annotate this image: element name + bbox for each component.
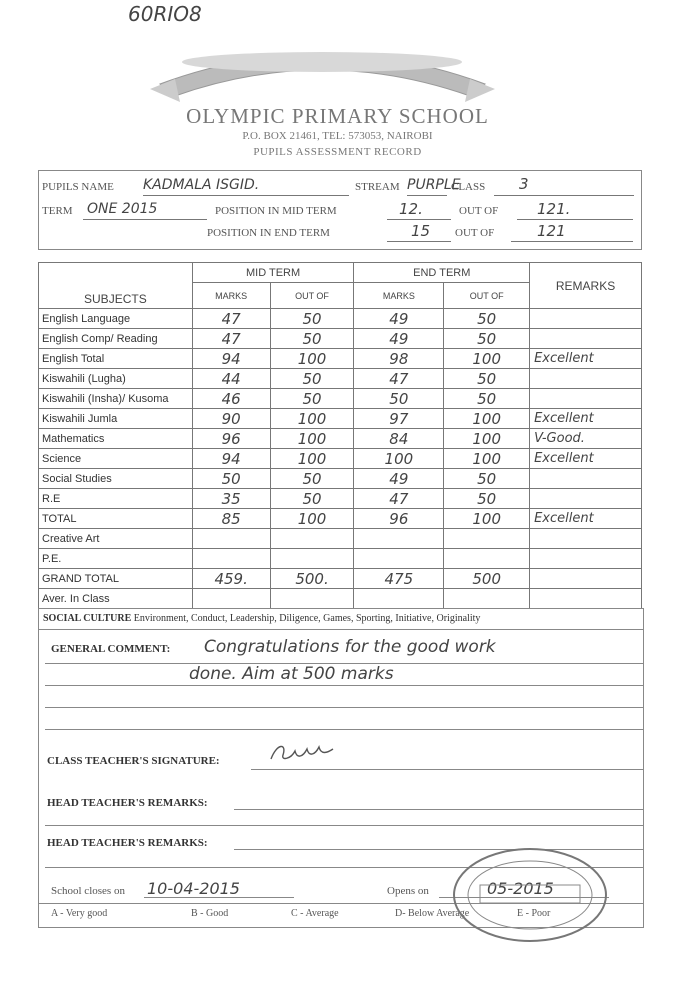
remarks-header: REMARKS bbox=[530, 263, 642, 309]
marks-table bbox=[38, 262, 642, 609]
subject-name: Kiswahili (Insha)/ Kusoma bbox=[39, 389, 193, 409]
general-comment-label: GENERAL COMMENT: bbox=[51, 643, 171, 655]
table-row bbox=[39, 529, 642, 549]
grade-c: C - Average bbox=[291, 908, 339, 919]
end-term-header: END TERM bbox=[354, 263, 530, 283]
mid-marks-cell[interactable]: 47 bbox=[192, 309, 270, 329]
grade-b: B - Good bbox=[191, 908, 229, 919]
end-marks-cell[interactable]: 98 bbox=[354, 349, 444, 369]
school-closes-value[interactable]: 10-04-2015 bbox=[147, 879, 240, 898]
general-comment-line-1[interactable]: Congratulations for the good work bbox=[204, 637, 496, 657]
remark-cell[interactable] bbox=[530, 369, 642, 389]
out-of-mid-label: OUT OF bbox=[459, 205, 499, 217]
end-marks-header: MARKS bbox=[354, 283, 444, 309]
remark-cell[interactable] bbox=[530, 469, 642, 489]
mid-out-of-cell[interactable]: 50 bbox=[270, 469, 354, 489]
mid-out-of-cell[interactable]: 50 bbox=[270, 389, 354, 409]
subject-name: English Language bbox=[39, 309, 193, 329]
mid-marks-cell[interactable]: 94 bbox=[192, 349, 270, 369]
mid-marks-cell[interactable] bbox=[192, 529, 270, 549]
table-row bbox=[39, 329, 642, 349]
end-out-of-cell[interactable]: 50 bbox=[444, 489, 530, 509]
end-marks-cell[interactable]: 50 bbox=[354, 389, 444, 409]
end-out-of-cell[interactable] bbox=[444, 529, 530, 549]
pupil-name-label: PUPILS NAME bbox=[42, 181, 114, 193]
school-crest-banner bbox=[150, 34, 495, 104]
remark-cell[interactable] bbox=[530, 569, 642, 589]
subject-name: Science bbox=[39, 449, 193, 469]
subject-name: English Total bbox=[39, 349, 193, 369]
table-row bbox=[39, 389, 642, 409]
class-value[interactable]: 3 bbox=[519, 175, 529, 193]
end-out-of-header: OUT OF bbox=[444, 283, 530, 309]
remark-cell[interactable]: Excellent bbox=[530, 509, 642, 529]
end-out-of-cell[interactable]: 50 bbox=[444, 329, 530, 349]
mid-out-of-cell[interactable]: 500. bbox=[270, 569, 354, 589]
table-row bbox=[39, 489, 642, 509]
mid-out-of-header: OUT OF bbox=[270, 283, 354, 309]
table-row bbox=[39, 349, 642, 369]
social-culture-label: SOCIAL CULTURE bbox=[43, 613, 132, 624]
table-row bbox=[39, 409, 642, 429]
mid-out-of-cell[interactable]: 100 bbox=[270, 449, 354, 469]
subject-name: Kiswahili (Lugha) bbox=[39, 369, 193, 389]
out-of-end-label: OUT OF bbox=[455, 227, 495, 239]
stream-value[interactable]: PURPLE bbox=[407, 177, 461, 193]
school-stamp bbox=[450, 845, 610, 945]
remark-cell[interactable] bbox=[530, 549, 642, 569]
remark-cell[interactable]: Excellent bbox=[530, 349, 642, 369]
subject-name: P.E. bbox=[39, 549, 193, 569]
position-end-label: POSITION IN END TERM bbox=[207, 227, 330, 239]
mid-marks-cell[interactable] bbox=[192, 589, 270, 609]
mid-marks-cell[interactable]: 96 bbox=[192, 429, 270, 449]
end-out-of-cell[interactable]: 100 bbox=[444, 349, 530, 369]
opens-on-value[interactable]: 05-2015 bbox=[487, 879, 554, 898]
school-name: OLYMPIC PRIMARY SCHOOL bbox=[186, 104, 489, 128]
mid-marks-cell[interactable]: 90 bbox=[192, 409, 270, 429]
table-row bbox=[39, 549, 642, 569]
table-row bbox=[39, 309, 642, 329]
pupil-name-value[interactable]: KADMALA ISGID. bbox=[143, 177, 260, 193]
mid-out-of-cell[interactable]: 50 bbox=[270, 489, 354, 509]
term-label: TERM bbox=[42, 205, 73, 217]
end-marks-cell[interactable]: 49 bbox=[354, 309, 444, 329]
class-label: CLASS bbox=[451, 181, 486, 193]
end-out-of-cell[interactable] bbox=[444, 549, 530, 569]
subjects-header: SUBJECTS bbox=[39, 263, 193, 309]
subject-name: R.E bbox=[39, 489, 193, 509]
end-out-of-cell[interactable]: 50 bbox=[444, 469, 530, 489]
general-comment-line-2[interactable]: done. Aim at 500 marks bbox=[189, 664, 394, 684]
end-out-of-cell[interactable]: 100 bbox=[444, 509, 530, 529]
end-marks-cell[interactable]: 96 bbox=[354, 509, 444, 529]
social-culture-items: Environment, Conduct, Leadership, Diligence, Games, Sporting, Initiative, Originality bbox=[133, 613, 481, 624]
subject-name: Creative Art bbox=[39, 529, 193, 549]
opens-on-label: Opens on bbox=[387, 885, 429, 897]
subject-name: Social Studies bbox=[39, 469, 193, 489]
mid-marks-cell[interactable] bbox=[192, 549, 270, 569]
pupil-info-box bbox=[38, 170, 642, 250]
subject-name: Mathematics bbox=[39, 429, 193, 449]
end-out-of-cell[interactable] bbox=[444, 589, 530, 609]
document-id: 60RIO8 bbox=[128, 2, 202, 26]
subject-name: TOTAL bbox=[39, 509, 193, 529]
remark-cell[interactable]: Excellent bbox=[530, 409, 642, 429]
grade-e: E - Poor bbox=[517, 908, 551, 919]
table-row bbox=[39, 509, 642, 529]
table-row bbox=[39, 589, 642, 609]
mid-out-of-cell[interactable]: 100 bbox=[270, 409, 354, 429]
end-out-of-cell[interactable]: 100 bbox=[444, 409, 530, 429]
end-marks-cell[interactable]: 84 bbox=[354, 429, 444, 449]
school-closes-label: School closes on bbox=[51, 885, 125, 897]
head-teacher-remarks-label-2: HEAD TEACHER'S REMARKS: bbox=[47, 837, 208, 849]
end-marks-cell[interactable]: 47 bbox=[354, 489, 444, 509]
table-row bbox=[39, 569, 642, 589]
end-out-of-cell[interactable]: 100 bbox=[444, 429, 530, 449]
record-title: PUPILS ASSESSMENT RECORD bbox=[253, 146, 422, 158]
subject-name: Aver. In Class bbox=[39, 589, 193, 609]
end-marks-cell[interactable] bbox=[354, 549, 444, 569]
school-address: P.O. BOX 21461, TEL: 573053, NAIROBI bbox=[242, 130, 433, 142]
class-teacher-signature bbox=[267, 739, 347, 765]
table-row bbox=[39, 429, 642, 449]
remark-cell[interactable] bbox=[530, 589, 642, 609]
table-row bbox=[39, 469, 642, 489]
end-out-of-cell[interactable]: 50 bbox=[444, 389, 530, 409]
out-of-mid-value[interactable]: 121. bbox=[537, 200, 571, 218]
end-out-of-cell[interactable]: 50 bbox=[444, 309, 530, 329]
mid-out-of-cell[interactable] bbox=[270, 529, 354, 549]
end-out-of-cell[interactable]: 100 bbox=[444, 449, 530, 469]
mid-term-header: MID TERM bbox=[192, 263, 354, 283]
subject-name: GRAND TOTAL bbox=[39, 569, 193, 589]
position-mid-value[interactable]: 12. bbox=[399, 200, 423, 218]
subject-name: Kiswahili Jumla bbox=[39, 409, 193, 429]
mid-marks-cell[interactable]: 459. bbox=[192, 569, 270, 589]
remark-cell[interactable]: Excellent bbox=[530, 449, 642, 469]
end-marks-cell[interactable]: 47 bbox=[354, 369, 444, 389]
mid-marks-cell[interactable]: 47 bbox=[192, 329, 270, 349]
end-marks-cell[interactable]: 49 bbox=[354, 469, 444, 489]
mid-marks-cell[interactable]: 44 bbox=[192, 369, 270, 389]
remark-cell[interactable] bbox=[530, 489, 642, 509]
mid-marks-cell[interactable]: 35 bbox=[192, 489, 270, 509]
remark-cell[interactable]: V-Good. bbox=[530, 429, 642, 449]
end-out-of-cell[interactable]: 50 bbox=[444, 369, 530, 389]
mid-out-of-cell[interactable]: 50 bbox=[270, 329, 354, 349]
end-out-of-cell[interactable]: 500 bbox=[444, 569, 530, 589]
mid-out-of-cell[interactable]: 100 bbox=[270, 509, 354, 529]
class-teacher-label: CLASS TEACHER'S SIGNATURE: bbox=[47, 755, 220, 767]
grade-d: D- Below Average bbox=[395, 908, 470, 919]
table-row bbox=[39, 369, 642, 389]
end-marks-cell[interactable]: 475 bbox=[354, 569, 444, 589]
mid-out-of-cell[interactable]: 100 bbox=[270, 349, 354, 369]
end-marks-cell[interactable] bbox=[354, 529, 444, 549]
stream-label: STREAM bbox=[355, 181, 400, 193]
remark-cell[interactable] bbox=[530, 329, 642, 349]
remark-cell[interactable] bbox=[530, 389, 642, 409]
grade-a: A - Very good bbox=[51, 908, 108, 919]
mid-out-of-cell[interactable] bbox=[270, 589, 354, 609]
head-teacher-remarks-label-1: HEAD TEACHER'S REMARKS: bbox=[47, 797, 208, 809]
mid-out-of-cell[interactable]: 50 bbox=[270, 309, 354, 329]
remark-cell[interactable] bbox=[530, 309, 642, 329]
end-marks-cell[interactable]: 100 bbox=[354, 449, 444, 469]
remark-cell[interactable] bbox=[530, 529, 642, 549]
subject-name: English Comp/ Reading bbox=[39, 329, 193, 349]
term-value[interactable]: ONE 2015 bbox=[87, 201, 158, 217]
position-end-value[interactable]: 15 bbox=[411, 222, 431, 240]
end-marks-cell[interactable] bbox=[354, 589, 444, 609]
position-mid-label: POSITION IN MID TERM bbox=[215, 205, 337, 217]
end-marks-cell[interactable]: 49 bbox=[354, 329, 444, 349]
mid-marks-cell[interactable]: 85 bbox=[192, 509, 270, 529]
out-of-end-value[interactable]: 121 bbox=[537, 222, 566, 240]
mid-out-of-cell[interactable]: 100 bbox=[270, 429, 354, 449]
mid-marks-cell[interactable]: 46 bbox=[192, 389, 270, 409]
mid-marks-header: MARKS bbox=[192, 283, 270, 309]
mid-marks-cell[interactable]: 94 bbox=[192, 449, 270, 469]
end-marks-cell[interactable]: 97 bbox=[354, 409, 444, 429]
mid-out-of-cell[interactable]: 50 bbox=[270, 369, 354, 389]
table-row bbox=[39, 449, 642, 469]
mid-marks-cell[interactable]: 50 bbox=[192, 469, 270, 489]
mid-out-of-cell[interactable] bbox=[270, 549, 354, 569]
